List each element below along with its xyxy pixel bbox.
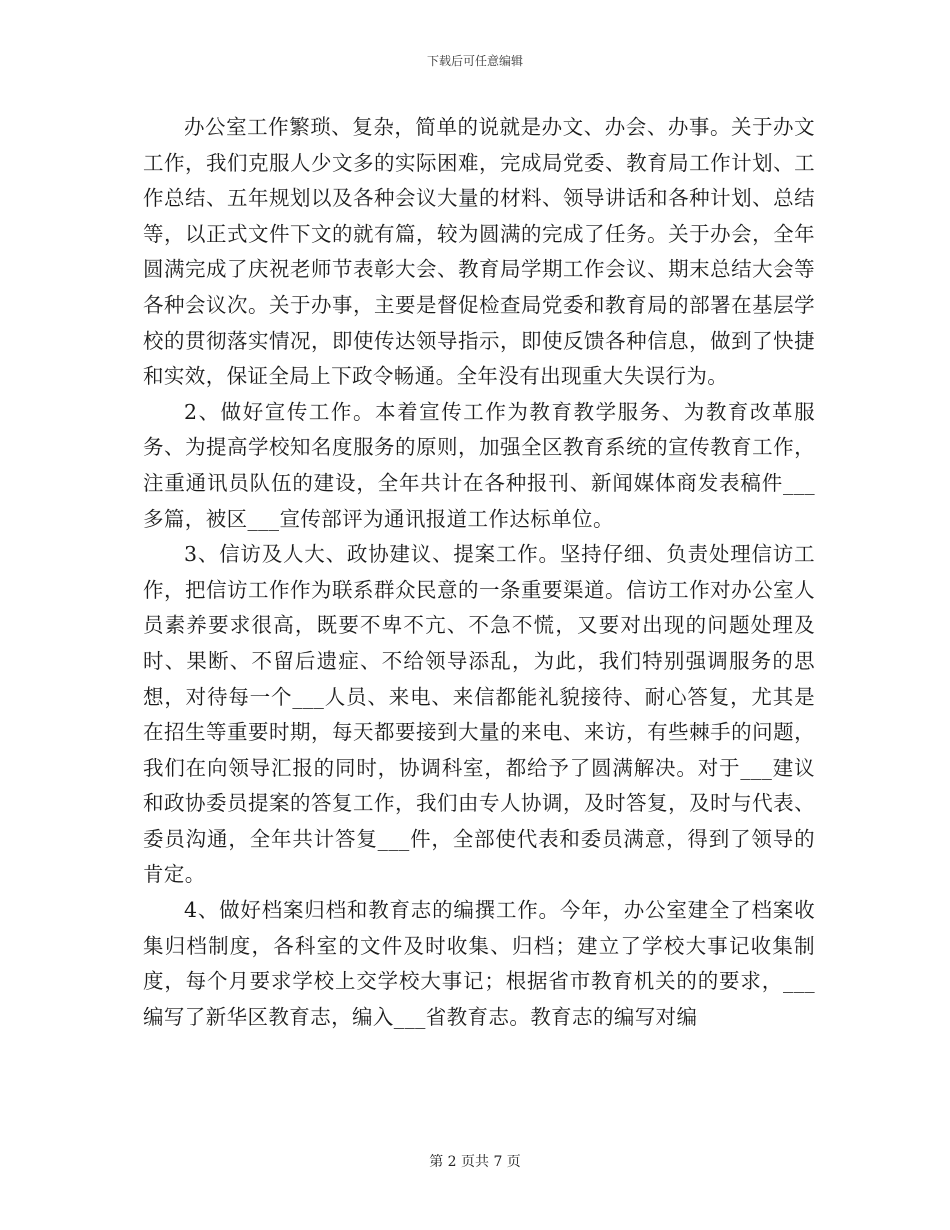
paragraph-office-work: 办公室工作繁琐、复杂，简单的说就是办文、办会、办事。关于办文工作，我们克服人少文多的实际困难，完成局党委、教育局工作计划、工作总结、五年规划以及各种会议大量的材料、领导讲话和各种计划、总结等，以正式文件下文的就有篇，较为圆满的完成了任务。关于办会，全年圆满完成了庆祝老师节表彰大会、教育局学期工作会议、期末总结大会等各种会议次。关于办事，主要是督促检查局党委和教育局的部署在基层学校的贯彻落实情况，即使传达领导指示，即使反馈各种信息，做到了快捷和实效，保证全局上下政令畅通。全年没有出现重大失误行为。 <box>143 115 815 389</box>
document-body <box>143 110 815 1035</box>
paragraph-archive-work: 4、做好档案归档和教育志的编撰工作。今年，办公室建全了档案收集归档制度，各科室的文件及时收集、归档；建立了学校大事记收集制度，每个月要求学校上交学校大事记；根据省市教育机关的的要求，___编写了新华区教育志，编入___省教育志。教育志的编写对编 <box>143 898 815 1029</box>
paragraph-publicity-work: 2、做好宣传工作。本着宣传工作为教育教学服务、为教育改革服务、为提高学校知名度服务的原则，加强全区教育系统的宣传教育工作，注重通讯员队伍的建设，全年共计在各种报刊、新闻媒体商发表稿件___多篇，被区___宣传部评为通讯报道工作达标单位。 <box>143 399 815 531</box>
page-number: 第 2 页共 7 页 <box>429 1154 521 1170</box>
page-header: 下载后可任意编辑 <box>426 54 523 68</box>
paragraph-petition-work: 3、信访及人大、政协建议、提案工作。坚持仔细、负责处理信访工作，把信访工作作为联系群众民意的一条重要渠道。信访工作对办公室人员素养要求很高，既要不卑不亢、不急不慌，又要对出现的问题处理及时、果断、不留后遗症、不给领导添乱，为此，我们特别强调服务的思想，对待每一个___人员、来电、来信都能礼貌接待、耐心答复，尤其是在招生等重要时期，每天都要接到大量的来电、来访，有些棘手的问题，我们在向领导汇报的同时，协调科室，都给予了圆满解决。对于___建议和政协委员提案的答复工作，我们由专人协调，及时答复，及时与代表、委员沟通，全年共计答复___件，全部使代表和委员满意，得到了领导的肯定。 <box>143 542 815 887</box>
